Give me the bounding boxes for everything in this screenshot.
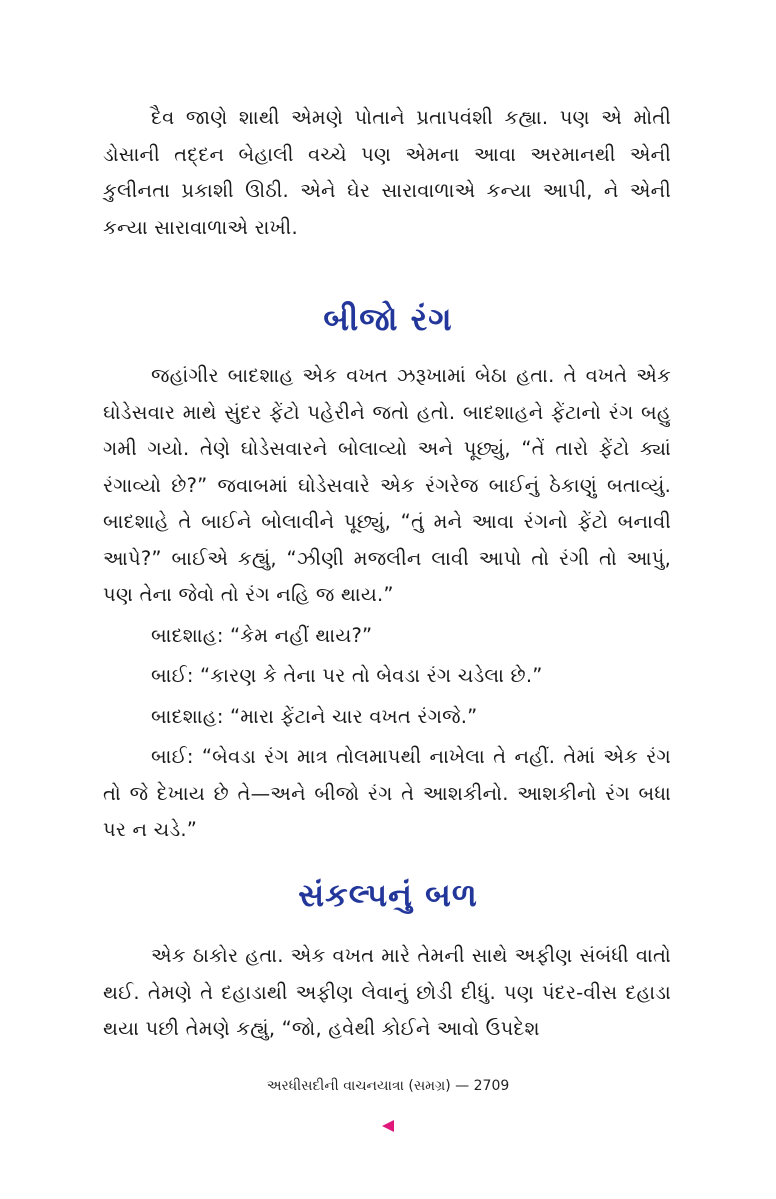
intro-paragraph: દૈવ જાણે શાથી એમણે પોતાને પ્રતાપવંશી કહ્યા. પણ એ મોતી ડોસાની તદ્દન બેહાલી વચ્ચે પણ એમના આવા અરમાનથી એની કુલીનતા પ્રકાશી ઊઠી. એને ઘેર સારાવાળાએ કન્યા આપી, ને એની કન્યા સારાવાળાએ રાખી. xyxy=(103,106,671,239)
heading-sankalp-nu-bal: સંકલ્પનું બળ xyxy=(298,876,478,914)
intro-section xyxy=(103,100,671,246)
dialogue-line-4: બાઈ: “બેવડા રંગ માત્ર તોલમાપથી નાખેલા તે નહીં. તેમાં એક રંગ તો જે દેખાય છે તે—અને બીજો રંગ તે આશકીનો. આશકીનો રંગ બધા પર ન ચડે.” xyxy=(103,745,671,841)
dialogue-line-1: બાદશાહ: “કેમ નહીં થાય?” xyxy=(151,623,373,647)
triangle-left-icon[interactable] xyxy=(382,1120,394,1132)
bijo-rang-section xyxy=(103,358,671,849)
dialogue-line-2: બાઈ: “કારણ કે તેના પર તો બેવડા રંગ ચડેલા છે.” xyxy=(151,664,543,687)
page-footer: અરધીસદીની વાચનયાત્રા (સમગ્ર) — 2709 xyxy=(266,1078,510,1094)
sankalp-section xyxy=(103,938,671,1048)
heading-bijo-rang: બીજો રંગ xyxy=(323,300,453,338)
dialogue-line-3: બાદશાહ: “મારા ફેંટાને ચાર વખત રંગજે.” xyxy=(151,704,478,728)
bijo-rang-paragraph: જહાંગીર બાદશાહ એક વખત ઝરૂખામાં બેઠા હતા. તે વખતે એક ઘોડેસવાર માથે સુંદર ફેંટો પહેરીને જતો હતો. બાદશાહને ફેંટાનો રંગ બહુ ગમી ગયો. તેણે ઘોડેસવારને બોલાવ્યો અને પૂછ્યું, “તેં તારો ફેંટો ક્યાં રંગાવ્યો છે?” જવાબમાં ઘોડેસવારે એક રંગરેજ બાઈનું ઠેકાણું બતાવ્યું. બાદશાહે તે બાઈને બોલાવીને પૂછ્યું, “તું મને આવા રંગનો ફેંટો બનાવી આપે?” બાઈએ કહ્યું, “ઝીણી મજલીન લાવી આપો તો રંગી તો આપું, પણ તેના જેવો તો રંગ નહિ જ થાય.” xyxy=(103,364,671,606)
sankalp-paragraph: એક ઠાકોર હતા. એક વખત મારે તેમની સાથે અફીણ સંબંધી વાતો થઈ. તેમણે તે દહાડાથી અફીણ લેવાનું છોડી દીધું. પણ પંદર-વીસ દહાડા થયા પછી તેમણે કહ્યું, “જો, હવેથી કોઈને આવો ઉપદેશ xyxy=(103,944,671,1040)
